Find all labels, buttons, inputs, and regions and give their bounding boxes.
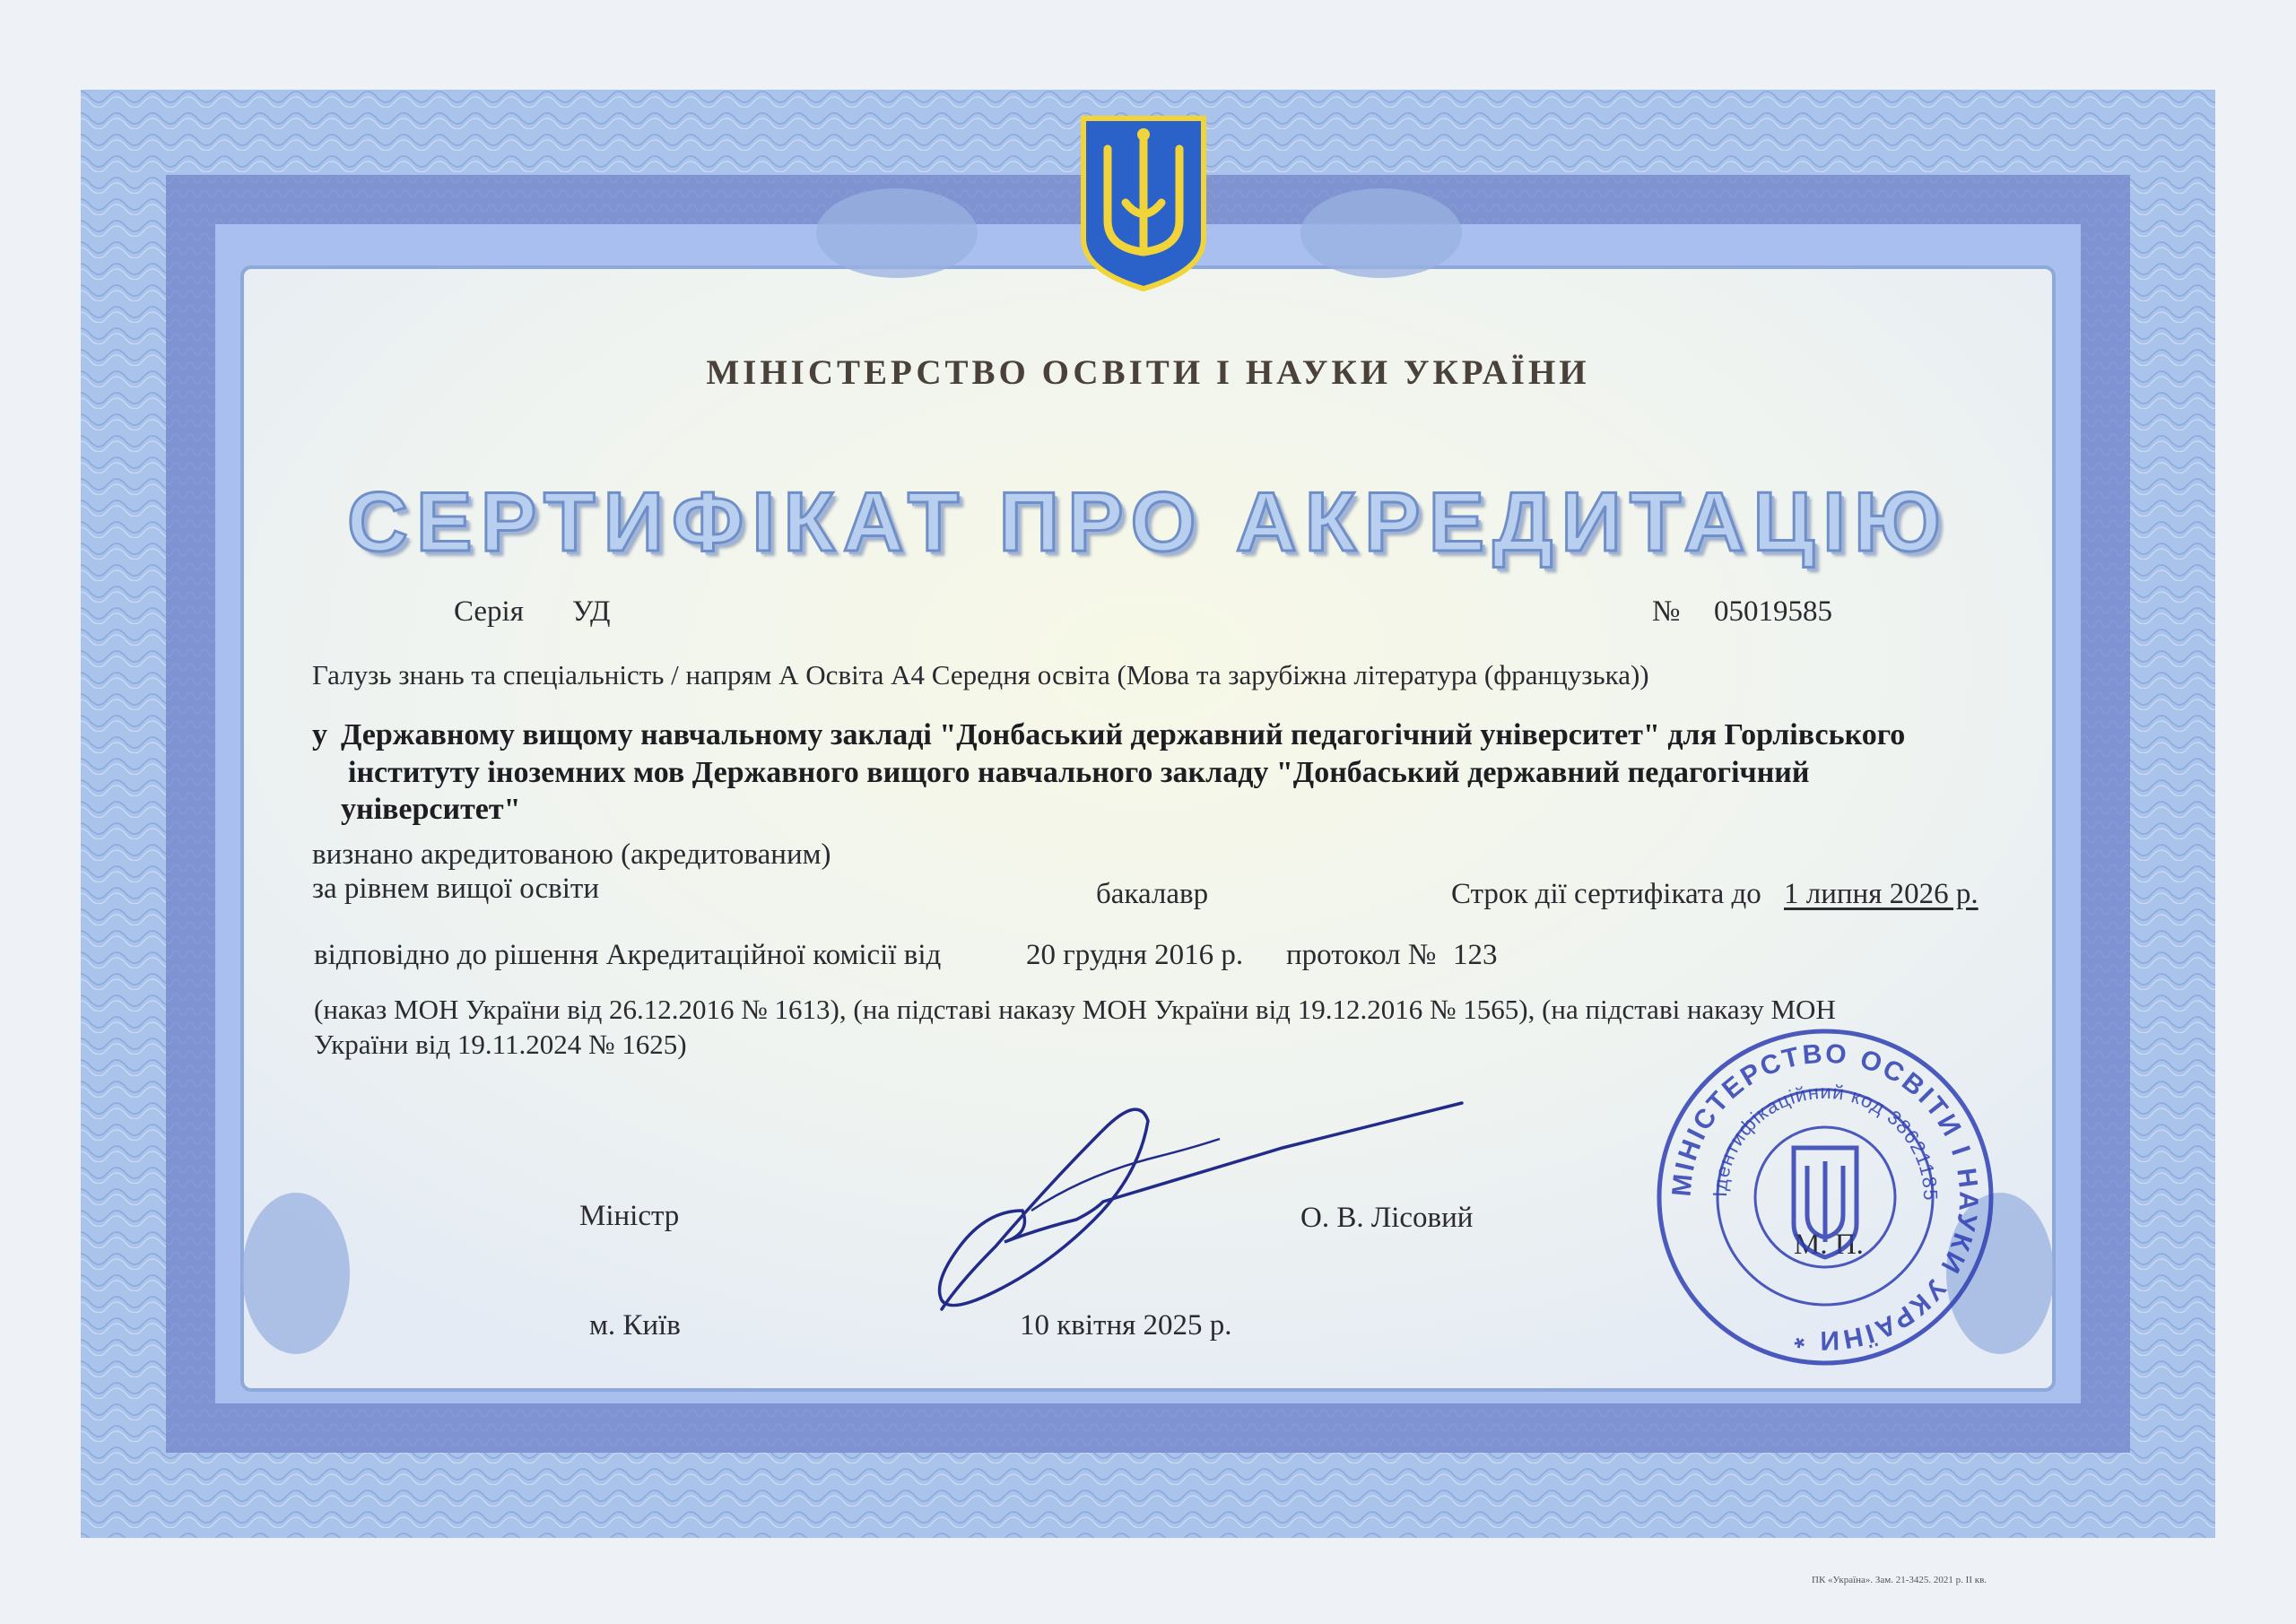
minister-title: Міністр (579, 1200, 680, 1232)
validity-label: Строк дії сертифіката до (1451, 878, 1761, 910)
level-label: за рівнем вищої освіти (312, 873, 599, 905)
official-stamp (1650, 1022, 2000, 1372)
orders-line-2: України від 19.11.2024 № 1625) (314, 1029, 687, 1060)
orders-line-1: (наказ МОН України від 26.12.2016 № 1613), (на підставі наказу МОН України від 19.12.2016 № 1565), (на підставі наказу МОН (314, 994, 1836, 1025)
level-value: бакалавр (1096, 878, 1209, 910)
protocol-label: протокол № (1286, 939, 1437, 971)
decision-date: 20 грудня 2016 р. (1026, 939, 1244, 971)
decision-label: відповідно до рішення Акредитаційної комісії від (314, 939, 942, 971)
print-info: ПК «Україна». Зам. 21-3425. 2021 р. II кв. (1812, 1575, 1987, 1585)
trident-emblem-icon (1076, 113, 1211, 292)
stamp-place-label: М. П. (1794, 1229, 1864, 1261)
series-label: Серія (454, 595, 524, 628)
series-value: УД (572, 595, 611, 628)
issue-date: 10 квітня 2025 р. (1020, 1309, 1232, 1342)
svg-text:МІНІСТЕРСТВО ОСВІТИ І НАУКИ УК: МІНІСТЕРСТВО ОСВІТИ І НАУКИ УКРАЇНИ * (1666, 1038, 1984, 1356)
city: м. Київ (589, 1309, 681, 1342)
field-of-study: Галузь знань та спеціальність / напрям А Освіта А4 Середня освіта (Мова та зарубіжна література (французька)) (312, 659, 1649, 690)
protocol-value: 123 (1453, 939, 1498, 971)
certificate-title: СЕРТИФІКАТ ПРО АКРЕДИТАЦІЮ (346, 474, 1949, 569)
institution-prefix: у (312, 718, 327, 751)
number-label: № (1652, 595, 1681, 628)
accredited-text: визнано акредитованою (акредитованим) (312, 838, 831, 871)
minister-name: О. В. Лісовий (1300, 1202, 1474, 1234)
ministry-title: МІНІСТЕРСТВО ОСВІТИ І НАУКИ УКРАЇНИ (706, 353, 1590, 392)
institution-line-3: університет" (341, 793, 521, 826)
institution-line-2: інституту іноземних мов Державного вищого навчального закладу "Донбаський державний педагогічний (348, 756, 1810, 789)
validity-date: 1 липня 2026 р. (1784, 878, 1979, 910)
number-value: 05019585 (1714, 595, 1832, 628)
svg-text:Ідентифікаційний код 38621185: Ідентифікаційний код 38621185 (1708, 1080, 1943, 1202)
institution-line-1: Державному вищому навчальному закладі "Донбаський державний педагогічний університет" для Горлівського (341, 718, 1906, 751)
